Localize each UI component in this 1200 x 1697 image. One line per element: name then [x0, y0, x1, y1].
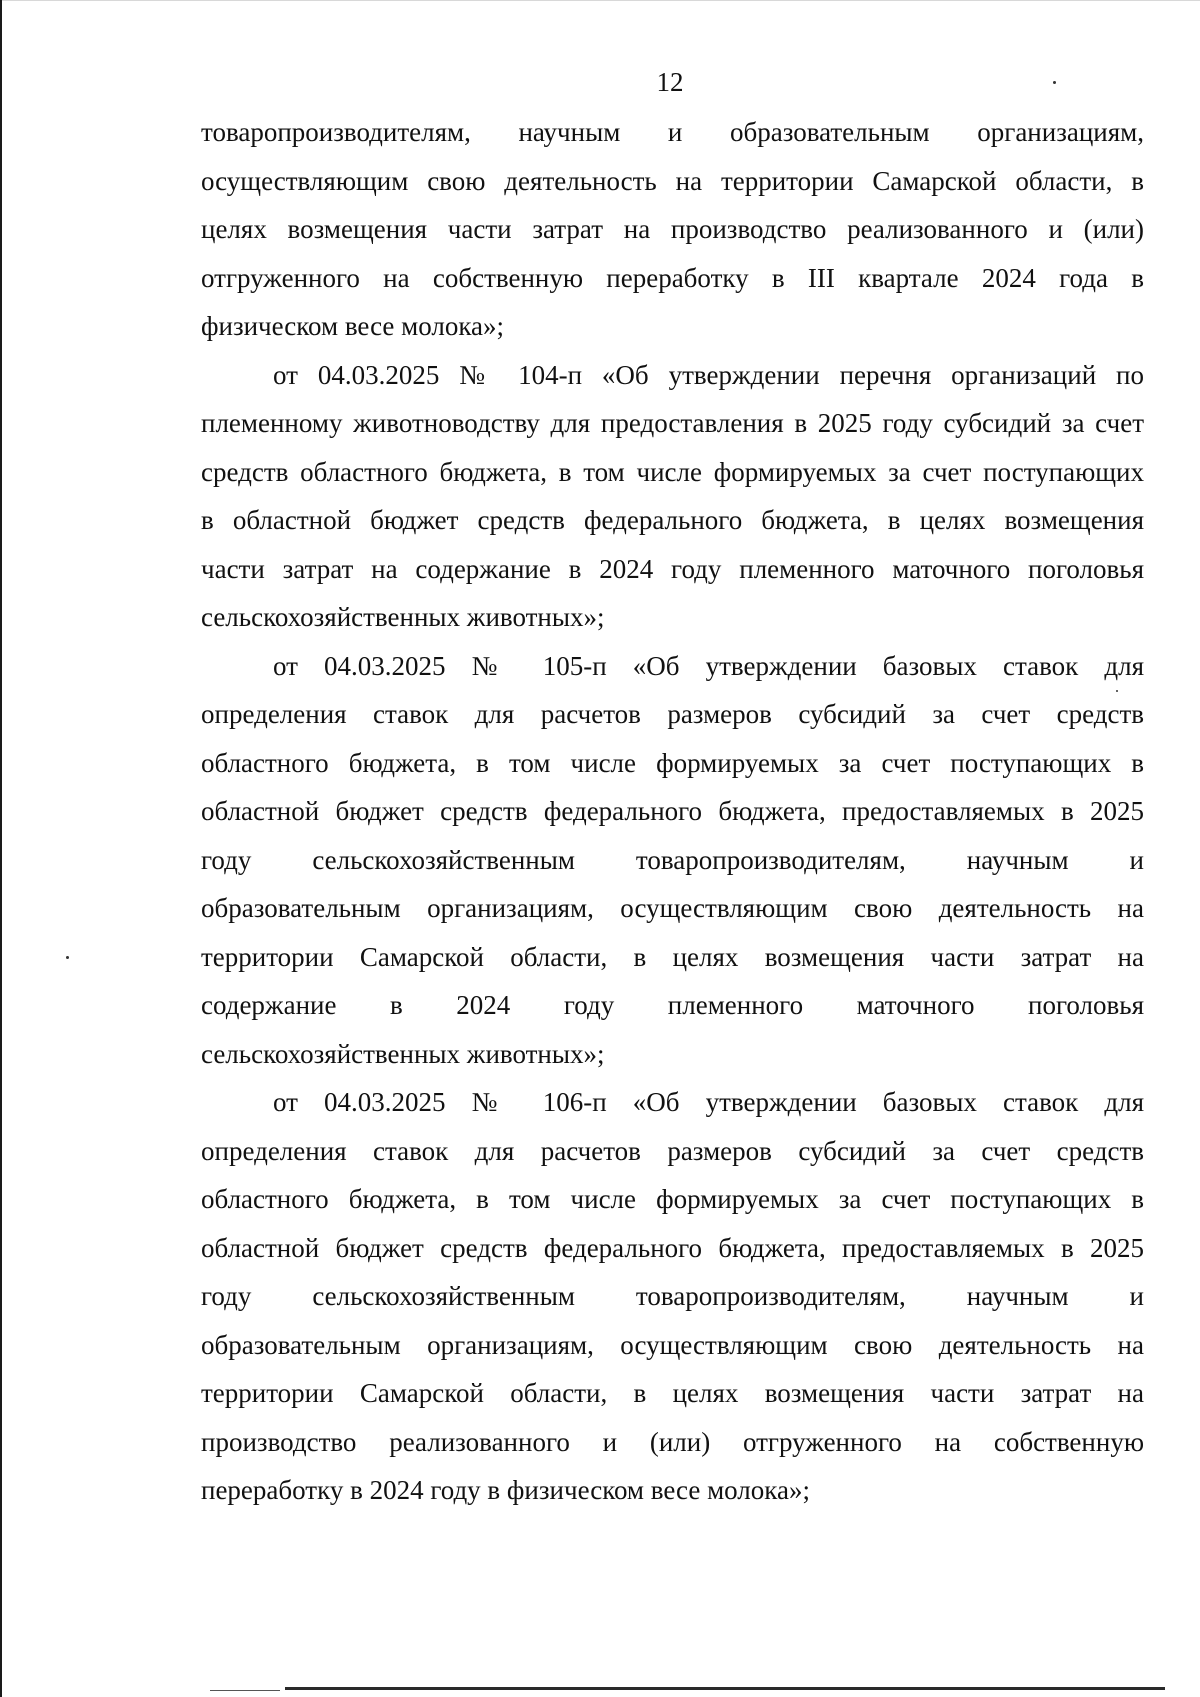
text-line: территории Самарской области, в целях возмещения части затрат на	[201, 1378, 1144, 1408]
text-line: в областной бюджет средств федерального бюджета, в целях возмещения	[201, 505, 1144, 535]
scan-edge-top	[0, 0, 1200, 1]
text-line: осуществляющим свою деятельность на территории Самарской области, в	[201, 165, 1144, 196]
text-line: образовательным организациям, осуществляющим свою деятельность на	[201, 893, 1144, 923]
text-line: областной бюджет средств федерального бюджета, предоставляемых в 2025	[201, 1232, 1144, 1263]
text-line: году сельскохозяйственным товаропроизводителям, научным и	[201, 1281, 1144, 1311]
text-line: переработку в 2024 году в физическом весе молока»;	[201, 1475, 810, 1505]
text-line: образовательным организациям, осуществляющим свою деятельность на	[201, 1329, 1144, 1360]
text-line: части затрат на содержание в 2024 году племенного маточного поголовья	[201, 553, 1144, 584]
text-line: физическом весе молока»;	[201, 311, 505, 341]
text-line: сельскохозяйственных животных»;	[201, 602, 605, 632]
text-line: товаропроизводителям, научным и образовательным организациям,	[201, 117, 1144, 147]
paragraph	[201, 351, 1144, 642]
text-line: от 04.03.2025 № 105-п «Об утверждении базовых ставок для	[273, 650, 1144, 681]
text-line: году сельскохозяйственным товаропроизводителям, научным и	[201, 844, 1144, 875]
paragraph	[201, 642, 1144, 1079]
text-line: содержание в 2024 году племенного маточного поголовья	[201, 990, 1144, 1020]
text-line: от 04.03.2025 № 106-п «Об утверждении базовых ставок для	[273, 1087, 1144, 1117]
text-line: от 04.03.2025 № 104-п «Об утверждении перечня организаций по	[273, 359, 1144, 390]
scan-edge-bottom	[285, 1687, 1165, 1690]
text-line: областного бюджета, в том числе формируемых за счет поступающих в	[201, 1184, 1144, 1214]
paragraph	[201, 1078, 1144, 1515]
text-line: определения ставок для расчетов размеров субсидий за счет средств	[201, 699, 1144, 729]
text-line: областного бюджета, в том числе формируемых за счет поступающих в	[201, 747, 1144, 778]
document-body	[201, 108, 1144, 1515]
text-line: определения ставок для расчетов размеров субсидий за счет средств	[201, 1135, 1144, 1166]
scan-edge-left	[0, 0, 2, 1697]
scan-speck	[66, 956, 69, 959]
text-line: производство реализованного и (или) отгруженного на собственную	[201, 1426, 1144, 1457]
text-line: территории Самарской области, в целях возмещения части затрат на	[201, 941, 1144, 972]
text-line: средств областного бюджета, в том числе формируемых за счет поступающих	[201, 456, 1144, 487]
text-line: областной бюджет средств федерального бюджета, предоставляемых в 2025	[201, 796, 1144, 826]
text-line: сельскохозяйственных животных»;	[201, 1038, 605, 1069]
scan-edge-bottom-thin	[210, 1690, 280, 1691]
text-line: отгруженного на собственную переработку в III квартале 2024 года в	[201, 262, 1144, 293]
text-line: племенному животноводству для предоставления в 2025 году субсидий за счет	[201, 408, 1144, 438]
paragraph	[201, 108, 1144, 351]
text-line: целях возмещения части затрат на производство реализованного и (или)	[201, 214, 1144, 244]
page-number: 12	[656, 67, 684, 97]
